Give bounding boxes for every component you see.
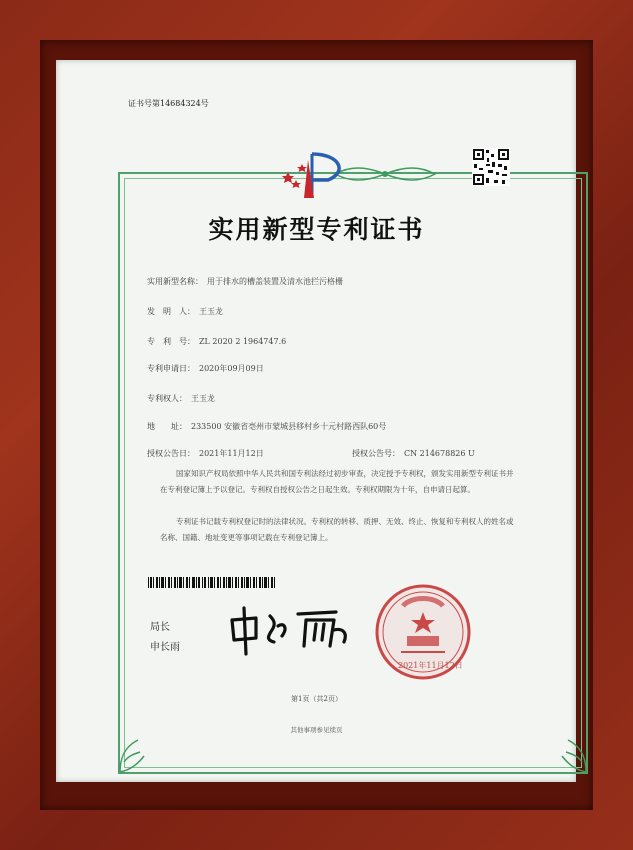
field-label: 授权公告日： — [147, 449, 195, 458]
field-value: ZL 2020 2 1964747.6 — [199, 337, 287, 346]
page-number: 第1页（共2页） — [291, 695, 342, 703]
certificate-number: 证书号第14684324号 — [128, 99, 209, 108]
continuation-note: 其他事项参见续页 — [290, 726, 343, 734]
field-value: 2020年09月09日 — [199, 364, 264, 373]
director-name: 申长雨 — [150, 642, 180, 653]
announcement-date-field — [147, 448, 264, 459]
field-label: 专 利 号： — [147, 337, 195, 346]
utility-model-name-field — [147, 276, 343, 287]
grant-paragraph: 国家知识产权局依照中华人民共和国专利法经过初步审查，决定授予专利权，颁发实用新型专利证书并在专利登记簿上予以登记。专利权自授权公告之日起生效。专利权期限为十年，自申请日起算。 — [160, 469, 514, 494]
announcement-number-field — [352, 448, 475, 459]
field-label: 地 址： — [147, 422, 187, 431]
seal-date: 2021年11月12日 — [398, 661, 463, 670]
director-title: 局长 — [150, 622, 170, 633]
legal-status-paragraph: 专利证书记载专利权登记时的法律状况。专利权的转移、质押、无效、终止、恢复和专利权人的姓名或名称、国籍、地址变更等事项记载在专利登记簿上。 — [160, 517, 514, 542]
filing-date-field — [147, 363, 264, 374]
field-label: 发 明 人： — [147, 307, 195, 316]
field-value: 233500 安徽省亳州市蒙城县移村乡十元村路西队60号 — [191, 422, 387, 431]
inventor-field — [147, 306, 223, 317]
field-value: CN 214678826 U — [404, 449, 475, 458]
field-label: 专利申请日： — [147, 364, 195, 373]
address-field — [147, 421, 386, 432]
director-signature-icon — [226, 606, 356, 656]
patentee-field — [147, 393, 215, 404]
field-label: 实用新型名称： — [147, 277, 203, 286]
field-label: 专利权人： — [147, 394, 187, 403]
field-value: 王玉龙 — [199, 307, 223, 316]
field-value: 用于排水的槽盖装置及清水池拦污格栅 — [207, 277, 343, 286]
field-label: 授权公告号： — [352, 449, 400, 458]
barcode-icon — [148, 577, 276, 588]
patent-office-logo-icon — [282, 150, 354, 202]
field-value: 2021年11月12日 — [199, 449, 264, 458]
qr-code-icon — [472, 148, 510, 186]
field-value: 王玉龙 — [191, 394, 215, 403]
certificate-title: 实用新型专利证书 — [208, 215, 425, 244]
patent-number-field — [147, 336, 286, 347]
